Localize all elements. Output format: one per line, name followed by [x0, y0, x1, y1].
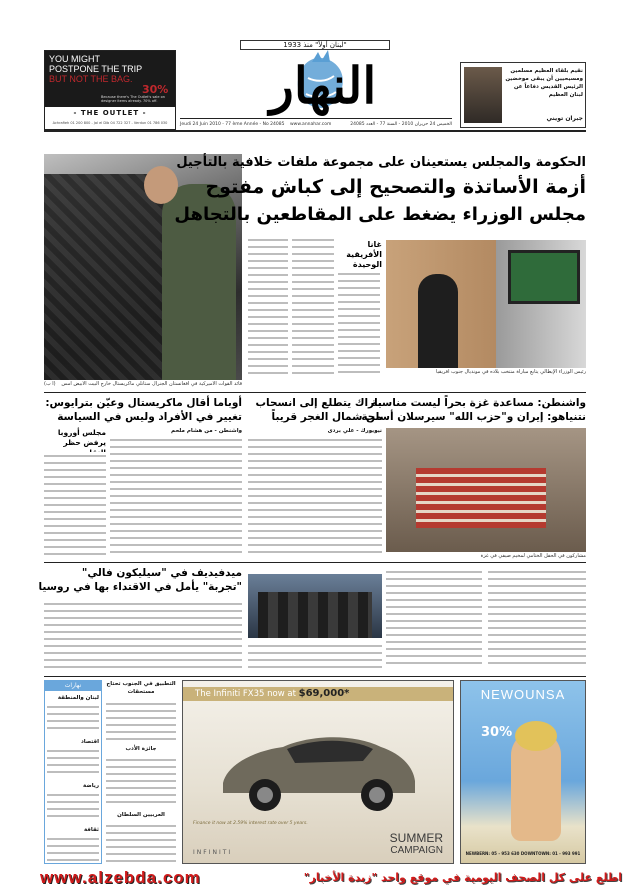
infiniti-car-icon — [213, 721, 423, 817]
inside-text-4 — [47, 835, 99, 861]
newounsa-model-hair — [515, 721, 557, 751]
barak-kicker: باراك يتطلع إلى انسحاب — [255, 397, 382, 409]
washington-photo-crates — [416, 468, 546, 528]
medvedev-headline: "تجربة" يأمل في الاقتداء بها في روسيا — [38, 581, 242, 593]
outlet-ad-line3: BUT NOT THE BAG. — [49, 74, 133, 84]
lead-body-col-3 — [338, 270, 380, 376]
index-text-1 — [106, 700, 176, 740]
teaser-author: جبران تويني — [546, 115, 583, 122]
obama-body — [110, 436, 242, 556]
lead-photo-car — [44, 174, 164, 380]
dateline-rule-top — [180, 118, 452, 119]
newounsa-ad[interactable] — [460, 680, 586, 864]
dateline-rule-bottom — [44, 130, 586, 132]
right-brief-col-2 — [488, 568, 586, 668]
obama-byline: واشنطن - من هشام ملحم — [171, 428, 242, 434]
europe-body — [44, 452, 106, 556]
outlet-ad[interactable] — [44, 50, 176, 130]
masthead — [180, 34, 452, 120]
washington-kicker: واشنطن: مساعدة غزة بحراً ليست مناسبة — [371, 397, 586, 409]
infiniti-price: $69,000* — [298, 688, 350, 699]
lead-kicker: الحكومة والمجلس يستعينان على مجموعة ملفات خلافية بالتأجيل — [176, 155, 586, 170]
ghana-photo-tv — [508, 250, 580, 304]
outlet-ad-small: Because there's The Outlet's sale on designer items already. 70% off. — [101, 95, 166, 103]
ghana-title: غانا الأفريقية الوحيدة — [346, 240, 382, 269]
teaser-box[interactable] — [460, 62, 586, 128]
infiniti-ad[interactable] — [182, 680, 454, 864]
right-brief-col-1 — [386, 568, 482, 668]
section-rule-1 — [44, 392, 586, 393]
inside-text-3 — [47, 791, 99, 821]
index-column — [106, 680, 176, 864]
barak-byline: نيويورك - علي بردى — [327, 428, 382, 434]
outlet-ad-line1: YOU MIGHT — [49, 54, 100, 64]
outlet-ad-contact: Achrafieh 01 200 800 - Jal el Dib 04 722 327 - Verdun 01 786 030 — [52, 121, 168, 125]
teaser-text: نقيم بلقاء العظيم مسلمين ومسيحيين أن يبقى موخضين الرئيس القديس دفاعاً عن لبنان العظيم — [505, 68, 583, 98]
medvedev-photo — [248, 574, 382, 638]
washington-headline: نتنياهو: إيران و"حزب الله" سيرسلان أسلحة — [361, 411, 586, 423]
infiniti-brand: INFINITI — [193, 849, 233, 856]
medvedev-kicker: ميدفيديف في "سيليكون فالي" — [81, 567, 242, 579]
infiniti-campaign-1: SUMMER — [389, 831, 443, 845]
section-rule-3 — [44, 676, 586, 677]
masthead-slogan: "لبنان أولاً" منذ 1933 — [240, 40, 390, 50]
dateline-french: Jeudi 24 Juin 2010 - 77 ème Année - No 24085 — [180, 122, 285, 127]
lead-photo-head — [144, 166, 178, 204]
barak-body — [248, 436, 382, 556]
inside-item-3[interactable]: رياضة — [83, 783, 99, 789]
ghana-caption: رئيس الوزراء الإيطالي يتابع مباراة منتخب بلاده في مونديال جنوب أفريقيا — [435, 369, 586, 375]
index-text-2 — [106, 756, 176, 806]
medvedev-body-2 — [248, 642, 382, 668]
inside-text-2 — [47, 747, 99, 777]
lead-photo-caption: قائد القوات الأميركية في أفغانستان الجنرال ستانلي ماكريستال خارج البيت الأبيض أمس — [61, 381, 242, 387]
inside-item-2[interactable]: اقتصاد — [80, 739, 99, 745]
lead-headline-2: مجلس الوزراء يضغط على المقاطعين بالتجاهل — [174, 204, 586, 225]
website[interactable]: www.annahar.com — [290, 122, 332, 127]
washington-caption: مشاركون في الحفل الختامي لمخيم صيفي في غزة — [480, 553, 586, 559]
inside-box-title: نهارات — [45, 681, 101, 691]
ghana-photo-person — [418, 274, 458, 368]
index-line-3: العربيين السلطان — [117, 812, 165, 818]
masthead-logo: النهار — [269, 56, 377, 115]
newounsa-brand: NEWOUNSA — [480, 687, 566, 702]
medvedev-photo-people — [258, 592, 372, 638]
dateline-arabic: الخميس 24 حزيران 2010 - السنة 77 - العدد 24085 — [350, 122, 452, 127]
barak-headline: من شمال الغجر قريباً — [271, 411, 382, 423]
infiniti-title-text: The Infiniti FX35 now at — [195, 689, 296, 699]
section-rule-2 — [44, 562, 586, 563]
lead-photo-credit: (أ ب) — [44, 381, 56, 387]
footer-promo[interactable]: اطلع على كل الصحف اليومية في موقع واحد "زبدة الأخبار" — [303, 871, 622, 884]
obama-headline: تغيير في الأفراد وليس في السياسة — [57, 411, 242, 423]
inside-box[interactable] — [44, 680, 102, 864]
washington-photo — [386, 428, 586, 552]
inside-text-1 — [47, 703, 99, 733]
footer-site[interactable]: www.alzebda.com — [40, 868, 201, 887]
lead-headline-1: أزمة الأساتذة والتصحيح إلى كباش مفتوح — [205, 176, 586, 198]
outlet-ad-percent: 30% — [142, 83, 169, 96]
outlet-ad-brand: - THE OUTLET - — [73, 109, 147, 117]
lead-body-col-2 — [292, 236, 334, 376]
obama-kicker: أوباما أقال ماكريستال وعيّن بترايوس: — [45, 397, 242, 409]
infiniti-title — [195, 688, 349, 699]
medvedev-body — [44, 600, 242, 668]
index-line-1: التطبيق في الجنوب تحتاج مستحقات — [106, 681, 176, 695]
index-line-2: جائزة الأدب — [125, 746, 157, 752]
inside-item-4[interactable]: ثقافة — [83, 827, 99, 833]
infiniti-campaign-2: CAMPAIGN — [390, 845, 443, 856]
dateline-bar — [180, 120, 452, 129]
outlet-ad-line2: POSTPONE THE TRIP — [49, 64, 143, 74]
inside-item-1[interactable]: لبنان والمنطقة — [57, 695, 99, 701]
index-text-3 — [106, 822, 176, 862]
lead-body-col-1 — [248, 236, 288, 376]
infiniti-finance: Finance it now at 2.59% interest rate over 5 years. — [193, 821, 308, 826]
teaser-portrait — [464, 67, 502, 123]
newounsa-percent: 30% — [481, 725, 513, 740]
europe-headline: مجلس أوروبا يرفض حظر — [57, 428, 106, 447]
ghana-photo — [386, 240, 586, 368]
newounsa-contact: NEWBERN: 05 - 953 630 DOWNTOWN: 01 - 993 991 — [465, 851, 581, 856]
